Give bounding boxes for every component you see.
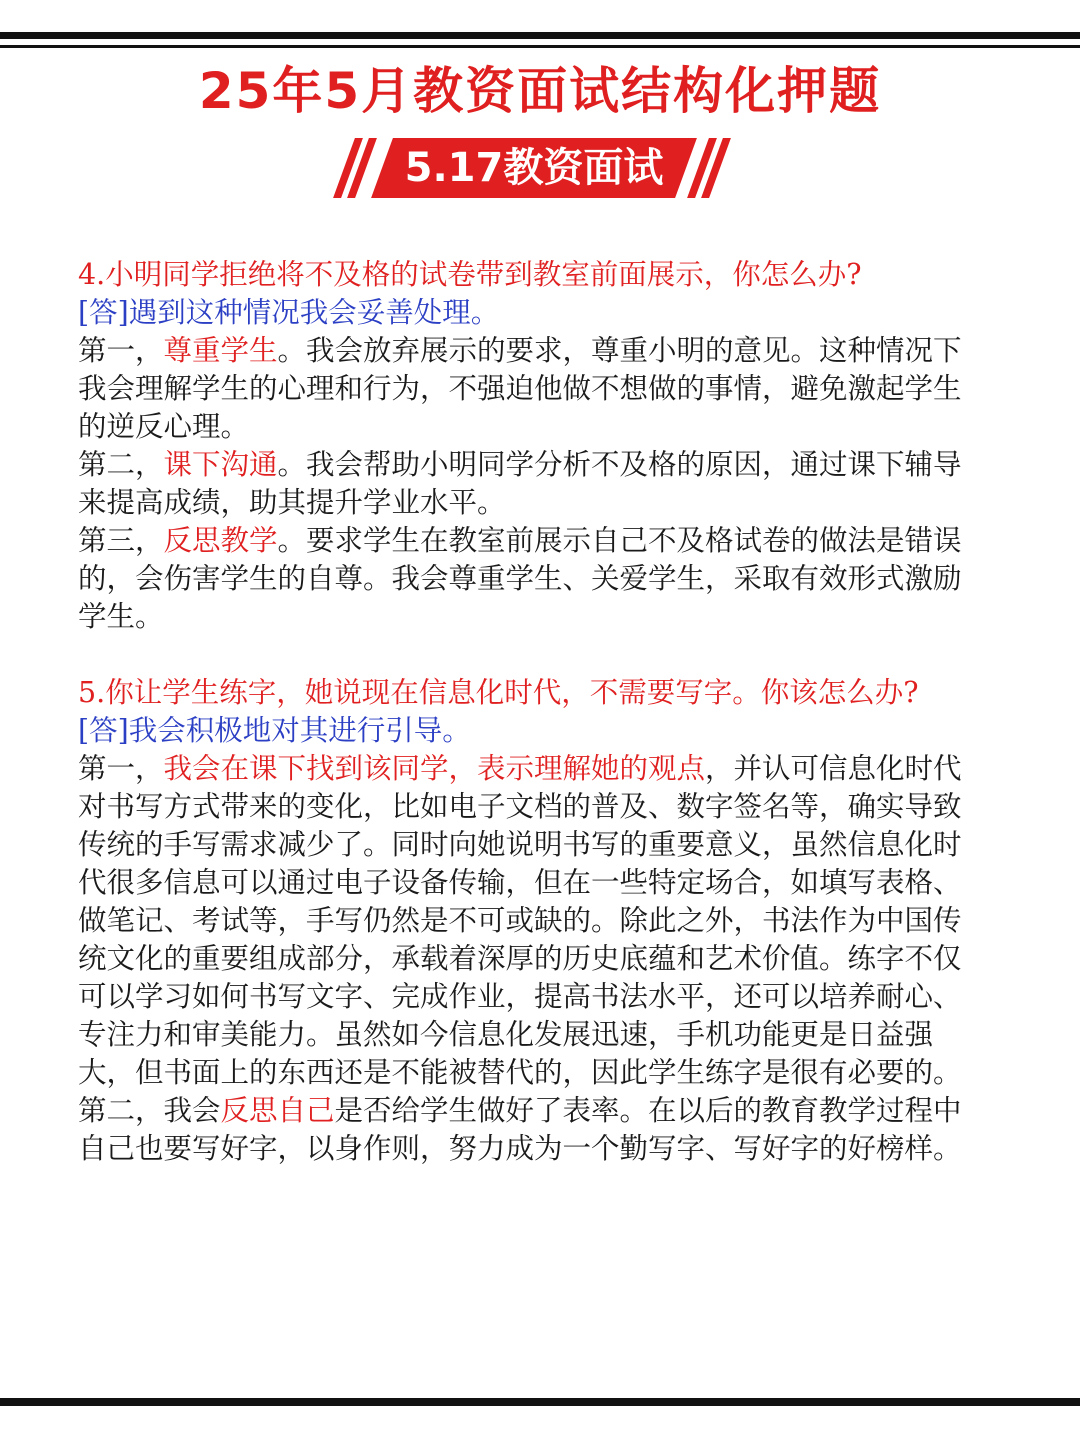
answer-point — [78, 446, 983, 522]
point-lead: 第一， — [78, 752, 164, 785]
page-title: 25年5月教资面试结构化押题 — [198, 62, 882, 120]
point-key-phrase: 反思自己 — [220, 1094, 335, 1127]
question-heading: 5.你让学生练字，她说现在信息化时代，不需要写字。你该怎么办? — [78, 676, 919, 709]
point-text: ，并认可信息化时代对书写方式带来的变化，比如电子文档的普及、数字签名等，确实导致传统的手写需求减少了。同时向她说明书写的重要意义，虽然信息化时代很多信息可以通过电子设备传输，但在一些特定场合，如填写表格、做笔记、考试等，手写仍然是不可或缺的。除此之外，书法作为中国传统文化的重要组成部分，承载着深厚的历史底蕴和艺术价值。练字不仅可以学习如何书写文字、完成作业，提高书法水平，还可以培养耐心、专注力和审美能力。虽然如今信息化发展迅速，手机功能更是日益强大，但书面上的东西还是不能被替代的，因此学生练字是很有必要的。 — [78, 752, 962, 1089]
answer-point — [78, 332, 983, 446]
banner-label: 5.17教资面试 — [404, 145, 664, 191]
top-border-thick — [0, 32, 1080, 39]
bottom-border — [0, 1398, 1080, 1406]
article-body — [78, 256, 983, 1168]
point-text: 。要求学生在教室前展示自己不及格试卷的做法是错误的，会伤害学生的自尊。我会尊重学生、关爱学生，采取有效形式激励学生。 — [78, 524, 962, 633]
point-text: 是否给学生做好了表率。在以后的教育教学过程中自己也要写好字，以身作则，努力成为一个勤写字、写好字的好榜样。 — [78, 1094, 962, 1165]
point-text: 。我会帮助小明同学分析不及格的原因，通过课下辅导来提高成绩，助其提升学业水平。 — [78, 448, 962, 519]
point-text: 。我会放弃展示的要求，尊重小明的意见。这种情况下我会理解学生的心理和行为，不强迫他做不想做的事情，避免激起学生的逆反心理。 — [78, 334, 962, 443]
top-border-thin — [0, 45, 1080, 48]
answer-point — [78, 522, 983, 636]
point-lead: 第二， — [78, 448, 164, 481]
point-lead: 第三， — [78, 524, 164, 557]
point-key-phrase: 尊重学生 — [163, 334, 278, 367]
point-key-phrase: 课下沟通 — [163, 448, 278, 481]
answer-point — [78, 750, 983, 1092]
point-lead: 第二，我会 — [78, 1094, 221, 1127]
point-key-phrase: 我会在课下找到该同学，表示理解她的观点 — [163, 752, 706, 785]
answer-intro: [答]我会积极地对其进行引导。 — [78, 714, 471, 747]
answer-intro: [答]遇到这种情况我会妥善处理。 — [78, 296, 500, 329]
question-block-5 — [78, 674, 983, 1168]
section-spacer — [78, 636, 983, 674]
date-banner — [330, 136, 750, 200]
point-lead: 第一， — [78, 334, 164, 367]
question-heading: 4.小明同学拒绝将不及格的试卷带到教室前面展示，你怎么办? — [78, 258, 862, 291]
point-key-phrase: 反思教学 — [163, 524, 278, 557]
answer-point — [78, 1092, 983, 1168]
question-block-4 — [78, 256, 983, 636]
